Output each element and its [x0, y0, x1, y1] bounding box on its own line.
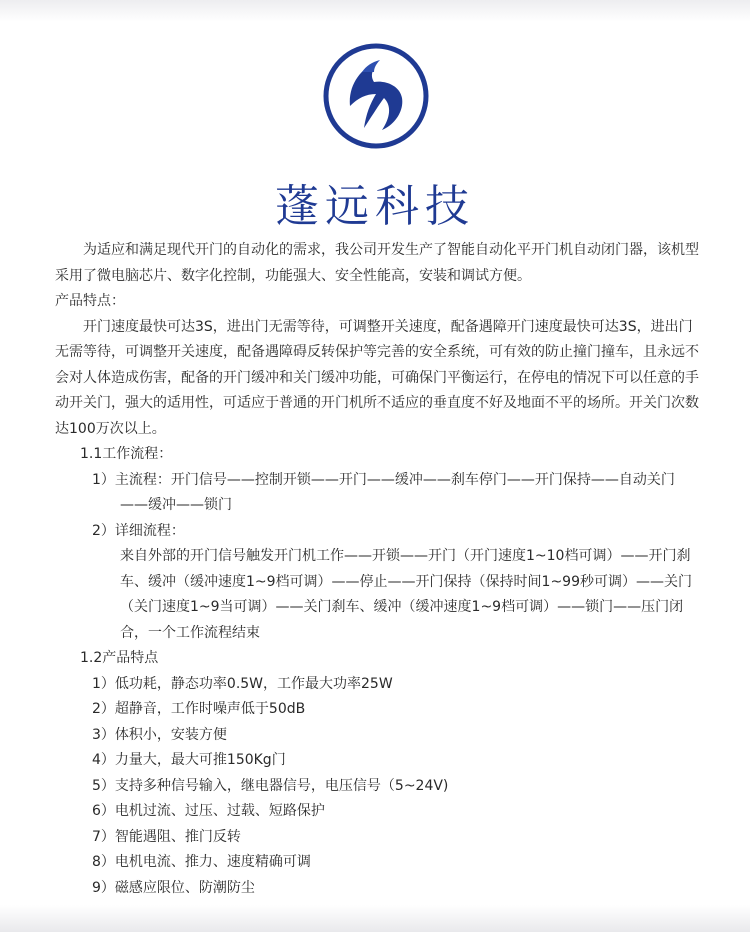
list-item: 6）电机过流、过压、过载、短路保护 [92, 803, 325, 819]
workflow-main: 1）主流程：开门信号——控制开锁——开门——缓冲——刹车停门——开门保持——自动关门——缓冲——锁门 [92, 471, 675, 513]
product-features-heading: 1.2产品特点 [80, 650, 159, 666]
list-item: 1）低功耗，静态功率0.5W，工作最大功率25W [92, 675, 393, 692]
workflow-detail: 来自外部的开门信号触发开门机工作——开锁——开门（开门速度1~10档可调）——开门刹车、缓冲（缓冲速度1~9档可调）——停止——开门保持（保持时间1~99秒可调）——关门（关门速度1~9当可调）——关门刹车、缓冲（缓冲速度1~9档可调）——锁门——压门闭合，一个工作流程结束 [120, 548, 692, 641]
features-heading: 产品特点： [55, 293, 125, 309]
list-item: 8）电机电流、推力、速度精确可调 [92, 854, 311, 870]
intro-paragraph: 为适应和满足现代开门的自动化的需求，我公司开发生产了智能自动化平开门机自动闭门器，该机型采用了微电脑芯片、数字化控制，功能强大、安全性能高，安装和调试方便。 [55, 242, 699, 284]
list-item: 9）磁感应限位、防潮防尘 [92, 879, 255, 896]
list-item: 5）支持多种信号输入，继电器信号，电压信号（5~24V) [92, 777, 449, 794]
list-item: 4）力量大，最大可推150Kg门 [92, 752, 286, 768]
workflow-heading: 1.1工作流程： [80, 446, 173, 462]
brand-name: 蓬远科技 [275, 181, 475, 232]
workflow-detail-label: 2）详细流程： [92, 522, 185, 539]
list-item: 2）超静音，工作时噪声低于50dB [92, 701, 306, 717]
document-body [55, 238, 700, 901]
list-item: 7）智能遇阻、推门反转 [92, 828, 241, 845]
pengyuan-logo-icon [320, 40, 432, 152]
features-paragraph: 开门速度最快可达3S，进出门无需等待，可调整开关速度，配备遇障开门速度最快可达3S，进出门无需等待，可调整开关速度，配备遇障碍反转保护等完善的安全系统，可有效的防止撞门撞车，且永远不会对人体造成伤害，配备的开门缓冲和关门缓冲功能，可确保门平衡运行，在停电的情况下可以任意的手动开关门，强大的适用性，可适应于普通的开门机所不适应的垂直度不好及地面不平的场所。开关门次数达100万次以上。 [55, 318, 699, 437]
list-item: 3）体积小，安装方便 [92, 726, 227, 743]
